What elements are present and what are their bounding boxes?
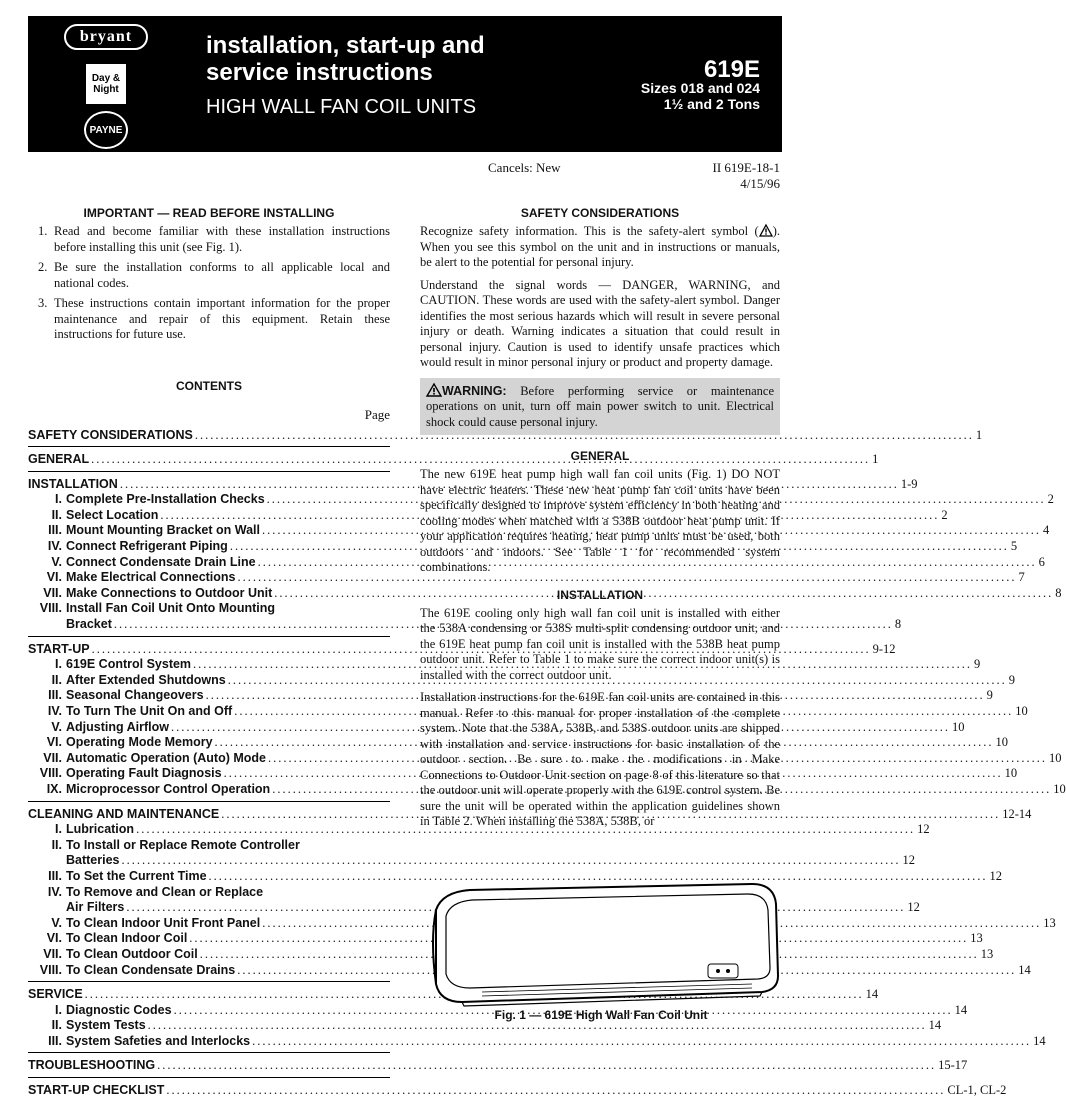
cancels-note: Cancels: New <box>488 160 561 175</box>
fan-coil-unit-illustration <box>422 880 780 1008</box>
item-number: 2. <box>38 260 48 274</box>
toc-entry[interactable] <box>28 657 981 673</box>
toc-label: After Extended Shutdowns <box>66 672 226 687</box>
unit-sizes: Sizes 018 and 024 1½ and 2 Tons <box>640 80 760 112</box>
toc-entry[interactable] <box>28 1033 1046 1050</box>
payne-logo: PAYNE <box>84 111 128 149</box>
toc-numeral: III. <box>48 523 62 538</box>
toc-label: Air Filters <box>66 900 125 915</box>
toc-label: Microprocessor Control Operation <box>66 781 271 796</box>
toc-numeral: VIII. <box>39 766 62 781</box>
toc-entry[interactable] <box>28 885 390 901</box>
toc-page-number: 14 <box>1018 962 1031 977</box>
toc-page-number: 9 <box>974 657 981 672</box>
toc-page-number: 9 <box>1008 672 1015 687</box>
toc-numeral: II. <box>51 837 62 852</box>
toc-page-number: 12-14 <box>1002 806 1032 821</box>
toc-leader-dots <box>155 1058 938 1074</box>
toc-divider <box>28 1077 390 1078</box>
toc-page-number: 14 <box>954 1002 968 1017</box>
toc-label: INSTALLATION <box>28 476 118 491</box>
general-paragraph: The new 619E heat pump high wall fan coil units (Fig. 1) DO NOT have electric heaters. These new heat pump fan coil units have been specifically designed to improve system efficiency in both heating and cooling modes when matched with a 538B outdoor heat pump unit. If your application requires heating, heat pump units must be used, both outdoors and indoors. See Table 1 for recommended system combinations. <box>420 467 780 574</box>
document-subtitle: HIGH WALL FAN COIL UNITS <box>206 96 477 118</box>
brand-logos <box>28 16 178 152</box>
toc-page-number: 10 <box>952 719 965 734</box>
toc-page-number: 8 <box>894 617 902 632</box>
toc-label: To Clean Outdoor Coil <box>66 946 198 961</box>
toc-page-number: 6 <box>1038 554 1045 569</box>
toc-label: Make Electrical Connections <box>66 570 236 585</box>
toc-label: Install Fan Coil Unit Onto Mounting <box>66 601 275 616</box>
toc-entry[interactable] <box>28 617 902 633</box>
toc-numeral: V. <box>51 915 62 930</box>
figure-caption: Fig. 1 — 619E High Wall Fan Coil Unit <box>494 1008 708 1022</box>
toc-numeral: III. <box>48 688 62 703</box>
toc-label: To Turn The Unit On and Off <box>66 704 233 718</box>
toc-numeral: V. <box>51 554 62 569</box>
day-night-logo: Day & Night <box>86 64 126 104</box>
toc-entry[interactable] <box>28 554 1045 571</box>
toc-entry[interactable] <box>28 704 1028 720</box>
toc-label: CLEANING AND MAINTENANCE <box>28 806 220 821</box>
warning-box <box>420 378 780 436</box>
toc-entry[interactable] <box>28 900 920 916</box>
toc-entry[interactable] <box>28 946 994 963</box>
toc-label: System Safeties and Interlocks <box>66 1033 251 1048</box>
installation-heading: INSTALLATION <box>556 587 644 602</box>
toc-numeral: I. <box>55 657 62 672</box>
toc-divider <box>28 471 390 472</box>
toc-numeral: IV. <box>47 884 62 899</box>
toc-label: Batteries <box>66 853 120 868</box>
toc-label: Seasonal Changeovers <box>66 688 204 703</box>
toc-page-number: 7 <box>1018 570 1025 585</box>
toc-label: Mount Mounting Bracket on Wall <box>66 523 260 538</box>
toc-page-number: 10 <box>1004 766 1018 781</box>
toc-label: System Tests <box>66 1018 146 1033</box>
toc-label: To Clean Indoor Coil <box>66 931 188 946</box>
document-id: II 619E-18-1 4/15/96 <box>712 160 780 191</box>
toc-entry[interactable] <box>28 601 390 617</box>
safety-alert-icon <box>759 224 773 237</box>
toc-label: To Clean Condensate Drains <box>66 962 236 977</box>
important-heading: IMPORTANT — READ BEFORE INSTALLING <box>83 206 335 220</box>
toc-label: START-UP CHECKLIST <box>28 1083 165 1098</box>
toc-divider <box>28 981 390 982</box>
toc-entry[interactable] <box>28 719 965 736</box>
contents-heading: CONTENTS <box>176 378 242 393</box>
page-column-label: Page <box>364 406 390 422</box>
toc-section-entry[interactable] <box>28 476 918 493</box>
toc-numeral: VI. <box>46 570 62 585</box>
toc-entry[interactable] <box>28 1018 942 1034</box>
toc-numeral: VI. <box>46 931 62 946</box>
toc-section-entry[interactable] <box>28 806 1032 823</box>
toc-label: Select Location <box>66 507 159 522</box>
toc-numeral: II. <box>51 1018 62 1033</box>
important-item <box>38 224 390 255</box>
toc-page-number: 9 <box>986 688 993 703</box>
toc-page-number: 12 <box>917 822 930 837</box>
toc-label: To Remove and Clean or Replace <box>66 884 264 899</box>
toc-numeral: VII. <box>43 750 62 765</box>
toc-entry[interactable] <box>28 853 915 869</box>
toc-numeral: VIII. <box>39 601 62 616</box>
item-text: These instructions contain important information for the proper maintenance and repair of this equipment. Retain these instructions for future use. <box>54 296 390 341</box>
bryant-logo: bryant <box>64 24 148 50</box>
toc-numeral: VII. <box>43 946 62 961</box>
toc-leader-dots <box>250 1034 1033 1050</box>
item-text: Be sure the installation conforms to all applicable local and national codes. <box>54 260 390 290</box>
toc-entry[interactable] <box>28 838 390 854</box>
toc-page-number: 12 <box>902 853 915 868</box>
toc-label: To Install or Replace Remote Controller <box>66 837 300 852</box>
toc-page-number: 8 <box>1055 585 1062 600</box>
toc-page-number: 5 <box>1010 539 1018 554</box>
toc-divider <box>28 636 390 637</box>
toc-numeral: VII. <box>43 585 62 600</box>
toc-label: 619E Control System <box>66 657 192 672</box>
toc-entry[interactable] <box>28 507 948 524</box>
toc-page-number: 12 <box>989 868 1003 883</box>
right-column <box>420 206 780 837</box>
toc-page-number: 13 <box>970 931 983 946</box>
toc-label: SAFETY CONSIDERATIONS <box>28 427 193 442</box>
header-banner <box>28 16 782 152</box>
item-text: Read and become familiar with these installation instructions before installing this unit (see Fig. 1). <box>54 224 390 254</box>
toc-label: To Set the Current Time <box>66 868 207 883</box>
toc-label: Complete Pre-Installation Checks <box>66 492 265 507</box>
toc-label: Make Connections to Outdoor Unit <box>66 585 273 600</box>
toc-divider <box>28 801 390 802</box>
toc-page-number: 10 <box>1015 704 1028 718</box>
toc-numeral: IX. <box>46 781 62 796</box>
toc-page-number: 10 <box>1049 750 1062 765</box>
toc-page-number: 14 <box>865 987 879 1002</box>
toc-label: Lubrication <box>66 822 135 837</box>
toc-entry[interactable] <box>28 915 1056 932</box>
toc-leader-dots <box>120 853 903 869</box>
toc-numeral: I. <box>55 492 62 507</box>
installation-paragraph-2: Installation instructions for the 619E fan coil units are contained in this manual. Refer to this manual for proper installation of the complete system. Note that the 538A, 538B, and 538S outdoor units are shipped with installation and service instructions for basic installation of the outdoor section. Be sure to make the modifications in Make Connections to Outdoor Unit section on page 8 of this literature so that the outdoor unit will operate properly with the 619E control system. Be sure the unit will be operated within the application guidelines shown in Table 2. When installing the 538A, 538B, or <box>420 690 780 828</box>
toc-entry[interactable] <box>28 781 1066 798</box>
toc-numeral: V. <box>51 719 62 734</box>
toc-numeral: II. <box>51 672 62 687</box>
item-number: 3. <box>38 296 48 310</box>
toc-page-number: 15-17 <box>938 1058 968 1073</box>
installation-paragraph-1: The 619E cooling only high wall fan coil unit is installed with either the 538A condensing or 538S multi-split condensing outdoor unit, and the 619E heat pump fan coil unit is installed with the 538B heat pump outdoor unit. Refer to Table 1 to make sure the correct indoor unit(s) is installed with the correct outdoor unit. <box>420 605 780 682</box>
toc-entry[interactable] <box>28 750 1062 767</box>
toc-numeral: VIII. <box>39 962 62 977</box>
toc-numeral: I. <box>55 1002 62 1017</box>
warning-alert-icon <box>426 383 442 397</box>
toc-entry[interactable] <box>28 735 1009 751</box>
toc-page-number: 9-12 <box>872 641 896 656</box>
toc-entry[interactable] <box>28 868 1003 885</box>
important-list <box>38 224 390 343</box>
toc-page-number: 10 <box>1053 781 1066 796</box>
toc-section-entry[interactable] <box>28 987 879 1003</box>
toc-entry[interactable] <box>28 523 1050 539</box>
toc-label: Operating Mode Memory <box>66 735 213 750</box>
safety-paragraph-1: Recognize safety information. This is the safety-alert symbol ( ). When you see this symbol on the unit and in instructions or manuals, be alert to the potential for personal injury. <box>420 224 780 269</box>
toc-entry[interactable] <box>28 672 1015 689</box>
toc-entry[interactable] <box>28 822 930 838</box>
toc-page-number: 4 <box>1042 523 1050 538</box>
toc-entry[interactable] <box>28 570 1025 586</box>
toc-numeral: VI. <box>46 735 62 750</box>
warning-text: Before performing service or maintenance operations on unit, turn off main power switch to unit. Electrical shock could cause personal injury. <box>426 383 774 429</box>
toc-label: GENERAL <box>28 452 90 467</box>
toc-label: TROUBLESHOOTING <box>28 1058 156 1073</box>
toc-page-number: 2 <box>941 507 948 522</box>
toc-page-number: 1 <box>975 427 983 442</box>
toc-page-number: 14 <box>928 1018 942 1033</box>
toc-divider <box>28 446 390 447</box>
toc-label: SERVICE <box>28 987 83 1002</box>
toc-section-entry[interactable] <box>28 1058 968 1074</box>
item-number: 1. <box>38 224 48 238</box>
toc-page-number: 12 <box>907 900 920 915</box>
document-title: installation, start-up and service instructions <box>206 32 485 86</box>
toc-label: Adjusting Airflow <box>66 719 169 734</box>
toc-divider <box>28 1052 390 1053</box>
toc-page-number: 2 <box>1047 492 1054 507</box>
important-item <box>38 296 390 343</box>
safety-paragraph-2: Understand the signal words — DANGER, WARNING, and CAUTION. These words are used with the safety-alert symbol. Danger identifies the most serious hazards which will result in severe personal injury or death. Warning indicates a situation that could result in personal injury. Caution is used to identify unsafe practices which would result in minor personal injury or product and property damage. <box>420 277 780 369</box>
toc-entry[interactable] <box>28 539 1018 555</box>
toc-entry[interactable] <box>28 962 1031 979</box>
toc-page-number: 10 <box>995 735 1009 750</box>
fan-coil-unit-drawing <box>422 880 780 1008</box>
toc-section-entry[interactable] <box>28 1083 1007 1099</box>
toc-label: Connect Condensate Drain Line <box>66 554 256 569</box>
model-number: 619E <box>703 56 760 83</box>
important-item <box>38 260 390 291</box>
toc-leader-dots <box>164 1083 947 1099</box>
safety-heading: SAFETY CONSIDERATIONS <box>520 206 680 220</box>
toc-page-number: 1-9 <box>900 476 918 491</box>
toc-section-entry[interactable] <box>28 427 983 444</box>
toc-label: START-UP <box>28 641 90 656</box>
toc-label: Automatic Operation (Auto) Mode <box>66 750 266 765</box>
toc-page-number: 1 <box>872 452 879 467</box>
toc-page-number: CL-1, CL-2 <box>947 1083 1007 1098</box>
toc-label: Bracket <box>66 617 112 632</box>
toc-label: To Clean Indoor Unit Front Panel <box>66 915 261 930</box>
toc-numeral: IV. <box>47 539 62 554</box>
toc-section-entry[interactable] <box>28 641 896 658</box>
toc-numeral: I. <box>55 822 62 837</box>
toc-label: Diagnostic Codes <box>66 1002 172 1017</box>
general-heading: GENERAL <box>570 449 630 463</box>
toc-numeral: IV. <box>47 704 62 718</box>
warning-label: WARNING: <box>442 383 507 398</box>
toc-label: Connect Refrigerant Piping <box>66 539 228 554</box>
toc-entry[interactable] <box>28 492 1054 508</box>
toc-numeral: III. <box>48 1033 62 1048</box>
toc-entry[interactable] <box>28 688 993 704</box>
toc-numeral: III. <box>48 868 62 883</box>
toc-entry[interactable] <box>28 931 983 947</box>
toc-label: Operating Fault Diagnosis <box>66 766 222 781</box>
toc-entry[interactable] <box>28 766 1018 782</box>
toc-page-number: 13 <box>980 946 994 961</box>
toc-numeral: II. <box>51 507 62 522</box>
toc-section-entry[interactable] <box>28 452 879 468</box>
toc-page-number: 13 <box>1043 915 1056 930</box>
toc-page-number: 14 <box>1033 1033 1046 1048</box>
